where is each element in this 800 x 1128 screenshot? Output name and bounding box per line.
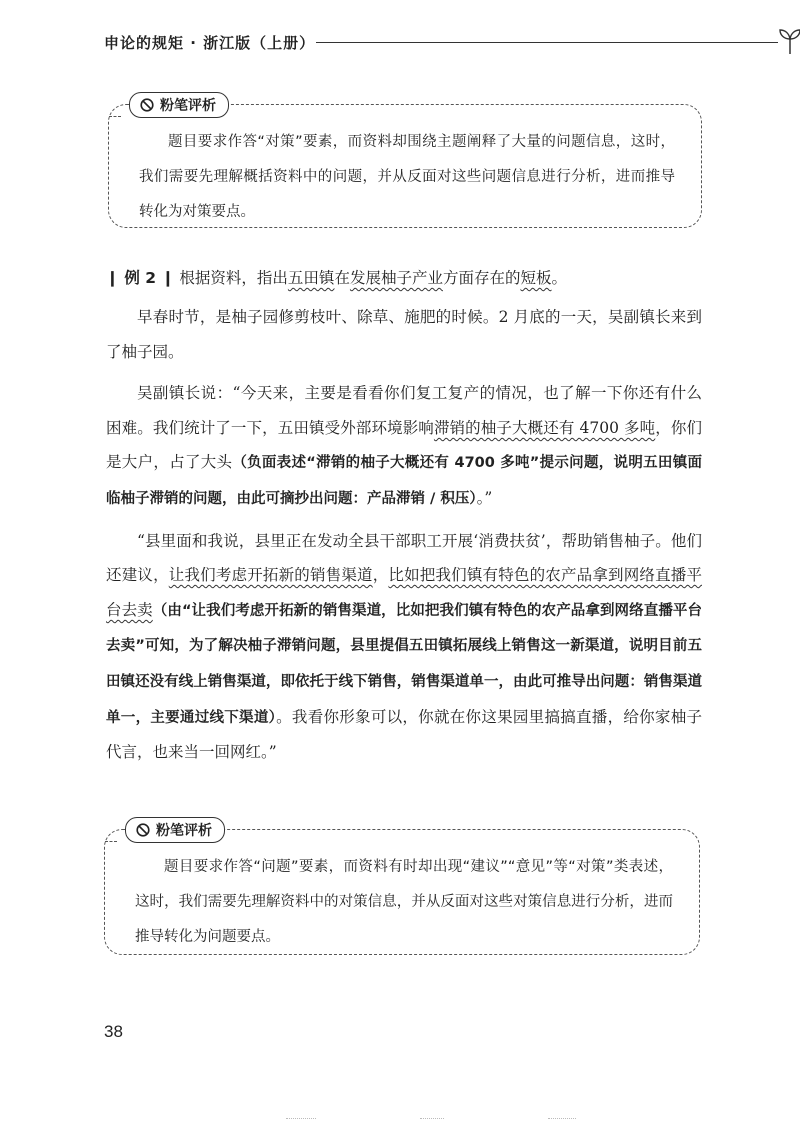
analysis-box (108, 98, 702, 228)
question-keyword: 五田镇 (287, 269, 335, 287)
material-text (106, 300, 702, 777)
scan-artifact (548, 1118, 576, 1120)
annotation: （负面表述“滞销的柚子大概还有 4700 多吨”提示问题，说明五田镇面临柚子滞销的问题，由此可摘抄出问题：产品滞销 / 积压） (106, 455, 702, 507)
question-text: 方面存在的 (442, 269, 521, 287)
analysis-tag-label: 粉笔评析 (160, 98, 216, 114)
scan-artifact (286, 1118, 316, 1120)
analysis-tag (129, 92, 229, 118)
running-header (104, 26, 724, 56)
analysis-box (104, 823, 700, 955)
question-keyword: 短板 (520, 269, 552, 287)
analysis-text (135, 850, 673, 955)
scan-artifact (420, 1118, 444, 1120)
no-sign-icon (136, 823, 150, 837)
analysis-paragraph: 题目要求作答“对策”要素，而资料却围绕主题阐释了大量的问题信息，这时，我们需要先理解概括资料中的问题，并从反面对这些问题信息进行分析，进而推导转化为对策要点。 (139, 134, 675, 220)
material-paragraph-1: 早春时节，是柚子园修剪枝叶、除草、施肥的时候。2 月底的一天，吴副镇长来到了柚子园。 (106, 308, 702, 361)
question-keyword: 发展柚子产业 (349, 269, 443, 287)
key-phrase: 比如把我们镇有特色的农产品拿到网络直播平台去卖 (106, 566, 702, 619)
question-line (106, 263, 702, 293)
question-text: 。 (551, 269, 568, 287)
header-rule (316, 42, 778, 43)
question-text: 在 (334, 269, 350, 287)
key-phrase: 让我们考虑开拓新的销售渠道 (168, 566, 373, 585)
analysis-text (139, 125, 675, 230)
annotation: （由“让我们考虑开拓新的销售渠道，比如把我们镇有特色的农产品拿到网络直播平台去卖”可知，为了解决柚子滞销问题，县里提倡五田镇拓展线上销售这一新渠道，说明目前五田镇还没有线上销售渠道，即依托于线下销售，销售渠道单一，由此可推导出问题：销售渠道单一，主要通过线下渠道） (106, 602, 702, 726)
example-label: ❙ 例 2 ❙ (106, 269, 175, 287)
analysis-tag-label: 粉笔评析 (156, 823, 212, 839)
tag-connector (109, 116, 121, 117)
material-paragraph-3: “县里面和我说，县里正在发动全县干部职工开展‘消费扶贫’，帮助销售柚子。他们还建议，让我们考虑开拓新的销售渠道，比如把我们镇有特色的农产品拿到网络直播平台去卖（由“让我们考虑开拓新的销售渠道，比如把我们镇有特色的农产品拿到网络直播平台去卖”可知，为了解决柚子滞销问题，县里提倡五田镇拓展线上销售这一新渠道，说明目前五田镇还没有线上销售渠道，即依托于线下销售，销售渠道单一，由此可推导出问题：销售渠道单一，主要通过线下渠道）。我看你形象可以，你就在你这果园里搞搞直播，给你家柚子代言，也来当一回网红。” (106, 531, 702, 762)
header-title: 申论的规矩 · 浙江版（上册） (104, 34, 316, 52)
no-sign-icon (140, 98, 154, 112)
analysis-tag (125, 817, 225, 843)
page-number: 38 (104, 1022, 123, 1041)
question-text-before: 根据资料，指出 (179, 269, 288, 287)
material-paragraph-2: 吴副镇长说：“今天来，主要是看看你们复工复产的情况，也了解一下你还有什么困难。我们统计了一下，五田镇受外部环境影响滞销的柚子大概还有 4700 多吨，你们是大户，占了大头（负面表述“滞销的柚子大概还有 4700 多吨”提示问题，说明五田镇面临柚子滞销的问题，由此可摘抄出问题：产品滞销 / 积压）。” (106, 384, 702, 507)
sprout-icon (776, 26, 800, 56)
key-phrase: 滞销的柚子大概还有 4700 多吨 (433, 418, 656, 437)
tag-connector (105, 841, 117, 842)
analysis-paragraph: 题目要求作答“问题”要素，而资料有时却出现“建议”“意见”等“对策”类表述，这时，我们需要先理解资料中的对策信息，并从反面对这些对策信息进行分析，进而推导转化为问题要点。 (135, 859, 673, 945)
